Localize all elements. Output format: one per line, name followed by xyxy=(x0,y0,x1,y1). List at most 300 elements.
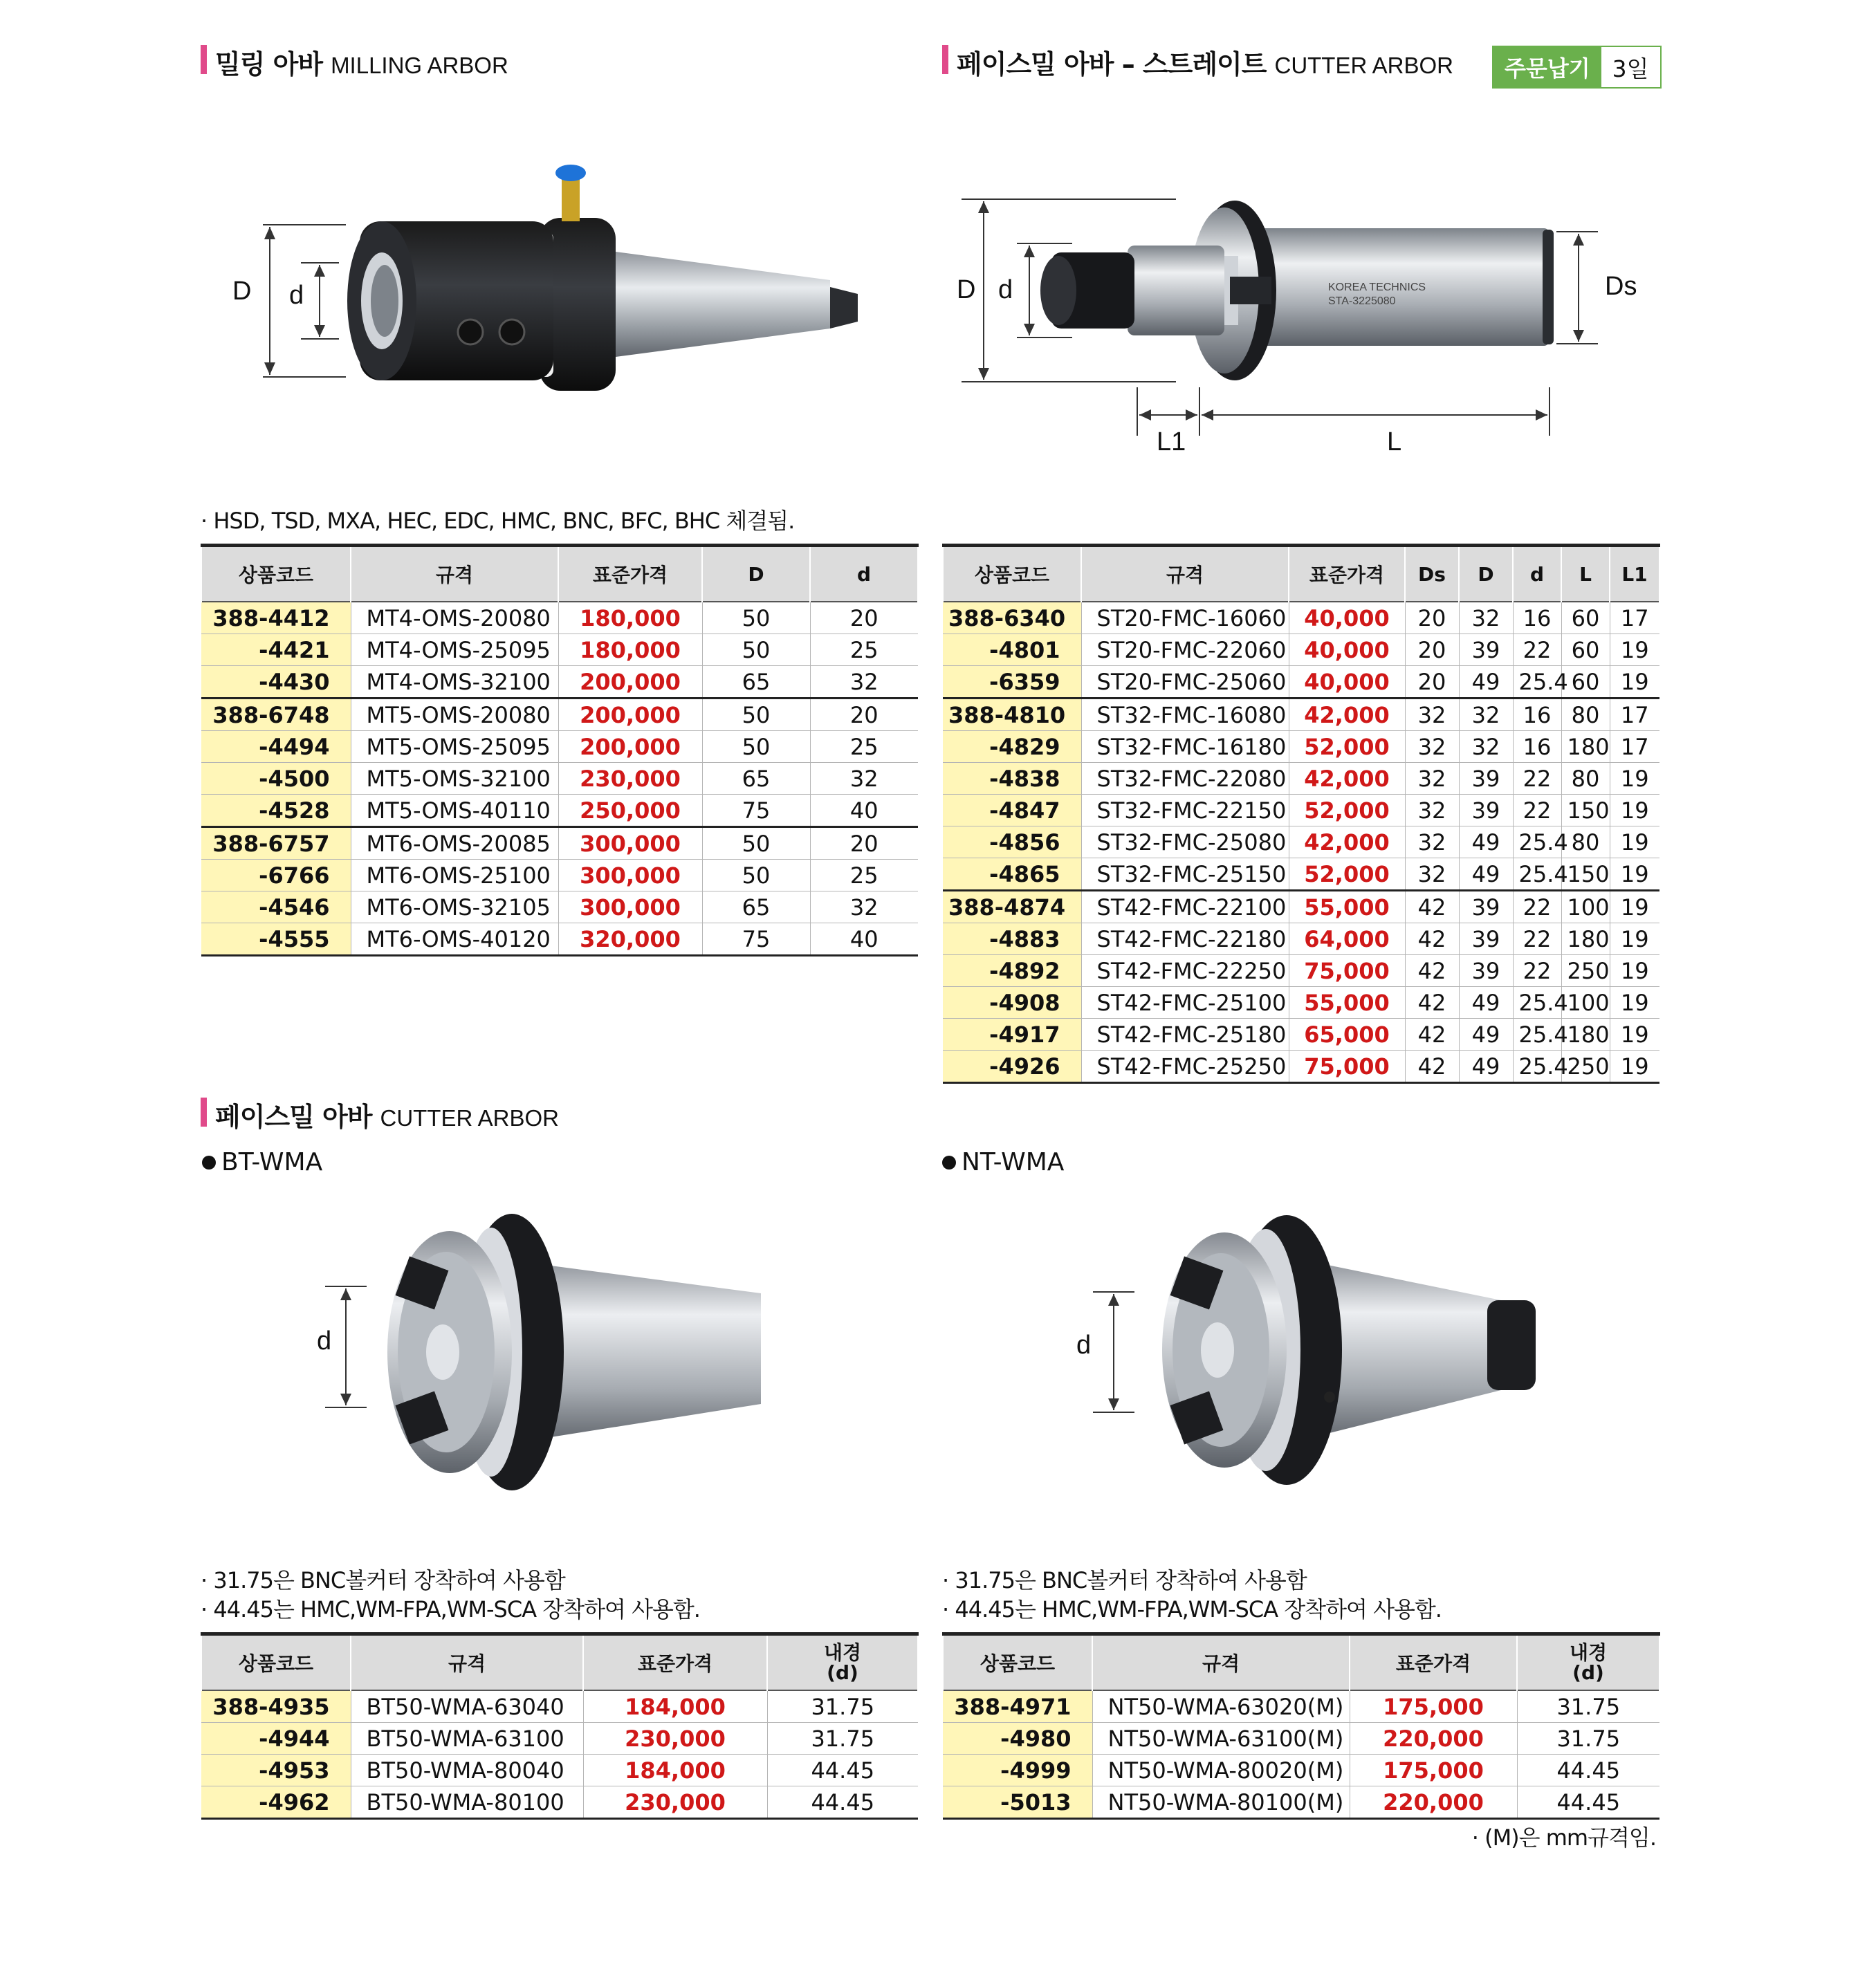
table-row xyxy=(201,731,918,763)
cell-num: 32 xyxy=(1459,602,1513,634)
cell-num: 25.4 xyxy=(1513,666,1561,699)
lead-time-value: 3일 xyxy=(1601,47,1660,87)
cell-code: -4421 xyxy=(201,634,351,666)
milling-price-table xyxy=(201,544,919,956)
table-row xyxy=(943,666,1659,699)
cell-num: 17 xyxy=(1610,699,1659,731)
cell-code: -4801 xyxy=(943,634,1081,666)
cell-num: 150 xyxy=(1561,858,1610,891)
col-header-Ds: Ds xyxy=(1405,546,1459,602)
cell-num: 31.75 xyxy=(1517,1690,1659,1723)
cell-price: 52,000 xyxy=(1289,731,1405,763)
table-row xyxy=(943,1690,1659,1723)
cell-num: 65 xyxy=(702,763,810,795)
table-row xyxy=(943,1755,1659,1786)
cell-num: 19 xyxy=(1610,666,1659,699)
cell-code: -4838 xyxy=(943,763,1081,795)
cell-code: -4962 xyxy=(201,1786,351,1819)
cell-price: 220,000 xyxy=(1350,1723,1517,1755)
cell-num: 20 xyxy=(1405,634,1459,666)
cell-spec: ST42-FMC-25250 xyxy=(1081,1051,1289,1083)
table-row xyxy=(943,1019,1659,1051)
dim-d: d xyxy=(289,281,304,310)
cell-code: 388-6757 xyxy=(201,827,351,860)
cell-num: 20 xyxy=(810,602,918,634)
cell-num: 32 xyxy=(810,666,918,699)
cell-num: 25 xyxy=(810,634,918,666)
table-row xyxy=(201,602,918,634)
cell-num: 25 xyxy=(810,860,918,891)
cell-num: 40 xyxy=(810,923,918,956)
cell-num: 180 xyxy=(1561,731,1610,763)
dim-d: d xyxy=(317,1327,332,1356)
cell-spec: BT50-WMA-80040 xyxy=(351,1755,583,1786)
cell-num: 49 xyxy=(1459,666,1513,699)
cell-num: 20 xyxy=(810,827,918,860)
cell-num: 25.4 xyxy=(1513,1051,1561,1083)
cell-spec: BT50-WMA-63100 xyxy=(351,1723,583,1755)
cell-code: -4494 xyxy=(201,731,351,763)
cell-price: 200,000 xyxy=(558,731,702,763)
col-header-code: 상품코드 xyxy=(201,546,351,602)
cell-price: 175,000 xyxy=(1350,1755,1517,1786)
table-row xyxy=(943,795,1659,826)
nt-wma-price-table xyxy=(942,1632,1660,1820)
cell-code: 388-6340 xyxy=(943,602,1081,634)
cell-num: 19 xyxy=(1610,1019,1659,1051)
table-row xyxy=(201,699,918,731)
nt-wma-text: NT-WMA xyxy=(962,1148,1065,1176)
col-header-d: d xyxy=(1513,546,1561,602)
cell-spec: ST32-FMC-22080 xyxy=(1081,763,1289,795)
cell-spec: NT50-WMA-63100(M) xyxy=(1092,1723,1350,1755)
cell-price: 40,000 xyxy=(1289,666,1405,699)
bt-wma-label xyxy=(202,1148,322,1176)
straight-price-table xyxy=(942,544,1660,1084)
cell-num: 39 xyxy=(1459,955,1513,987)
col-header-code: 상품코드 xyxy=(943,546,1081,602)
cell-num: 32 xyxy=(1459,699,1513,731)
cell-num: 25.4 xyxy=(1513,987,1561,1019)
table-row xyxy=(201,795,918,827)
cell-num: 25.4 xyxy=(1513,858,1561,891)
cell-num: 150 xyxy=(1561,795,1610,826)
cell-num: 40 xyxy=(810,795,918,827)
cell-num: 44.45 xyxy=(1517,1786,1659,1819)
cell-num: 75 xyxy=(702,795,810,827)
cell-code: -4999 xyxy=(943,1755,1092,1786)
col-header-price: 표준가격 xyxy=(1350,1634,1517,1691)
milling-title-en: MILLING ARBOR xyxy=(331,53,508,78)
cell-code: -5013 xyxy=(943,1786,1092,1819)
cell-num: 75 xyxy=(702,923,810,956)
cell-num: 49 xyxy=(1459,858,1513,891)
cell-spec: ST42-FMC-25100 xyxy=(1081,987,1289,1019)
cell-code: 388-4971 xyxy=(943,1690,1092,1723)
cell-num: 16 xyxy=(1513,699,1561,731)
facemill-title xyxy=(201,1096,560,1132)
cell-spec: NT50-WMA-63020(M) xyxy=(1092,1690,1350,1723)
cell-num: 60 xyxy=(1561,602,1610,634)
cell-spec: MT4-OMS-20080 xyxy=(351,602,558,634)
cell-spec: ST32-FMC-16080 xyxy=(1081,699,1289,731)
table-row xyxy=(201,763,918,795)
cell-num: 19 xyxy=(1610,987,1659,1019)
table-row xyxy=(201,634,918,666)
cell-spec: BT50-WMA-80100 xyxy=(351,1786,583,1819)
cell-price: 184,000 xyxy=(583,1690,767,1723)
dim-d: d xyxy=(1076,1331,1092,1360)
cell-num: 22 xyxy=(1513,763,1561,795)
cell-price: 75,000 xyxy=(1289,955,1405,987)
table-row xyxy=(943,699,1659,731)
cell-num: 50 xyxy=(702,634,810,666)
cell-spec: MT6-OMS-20085 xyxy=(351,827,558,860)
nt-wma-label xyxy=(942,1148,1064,1176)
cell-num: 100 xyxy=(1561,987,1610,1019)
cell-code: -4847 xyxy=(943,795,1081,826)
title-accent-bar xyxy=(201,45,207,74)
cell-num: 19 xyxy=(1610,1051,1659,1083)
title-accent-bar xyxy=(201,1098,207,1127)
table-row xyxy=(943,763,1659,795)
table-row xyxy=(201,891,918,923)
cell-spec: MT6-OMS-40120 xyxy=(351,923,558,956)
cell-num: 180 xyxy=(1561,923,1610,955)
cell-code: 388-6748 xyxy=(201,699,351,731)
col-header-bore: 내경 (d) xyxy=(1517,1634,1659,1691)
cell-num: 65 xyxy=(702,666,810,699)
cell-price: 64,000 xyxy=(1289,923,1405,955)
cell-price: 42,000 xyxy=(1289,763,1405,795)
bt-wma-text: BT-WMA xyxy=(221,1148,323,1176)
cell-code: -4856 xyxy=(943,826,1081,858)
cell-num: 39 xyxy=(1459,634,1513,666)
table-row xyxy=(943,602,1659,634)
engraving-text-2: STA-3225080 xyxy=(1328,295,1396,307)
cell-num: 32 xyxy=(1405,699,1459,731)
straight-arbor-image xyxy=(955,180,1605,456)
table-row xyxy=(943,1723,1659,1755)
lead-time-label: 주문납기 xyxy=(1493,47,1601,87)
cell-price: 300,000 xyxy=(558,827,702,860)
cell-price: 300,000 xyxy=(558,860,702,891)
table-row xyxy=(943,858,1659,891)
dim-D: D xyxy=(957,275,976,304)
mm-footnote: · (M)은 mm규격임. xyxy=(1471,1824,1656,1851)
cell-num: 22 xyxy=(1513,795,1561,826)
col-header-spec: 규격 xyxy=(351,546,558,602)
cell-price: 180,000 xyxy=(558,634,702,666)
cell-num: 19 xyxy=(1610,923,1659,955)
milling-note: · HSD, TSD, MXA, HEC, EDC, HMC, BNC, BFC, BHC 체결됨. xyxy=(201,508,795,534)
cell-code: -4883 xyxy=(943,923,1081,955)
cell-num: 44.45 xyxy=(767,1755,918,1786)
cell-num: 20 xyxy=(810,699,918,731)
cell-num: 19 xyxy=(1610,634,1659,666)
bt-note-1: · 31.75은 BNC볼커터 장착하여 사용함 xyxy=(201,1567,565,1593)
cell-price: 320,000 xyxy=(558,923,702,956)
cell-num: 250 xyxy=(1561,1051,1610,1083)
dim-L1: L1 xyxy=(1157,427,1186,456)
table-row xyxy=(201,860,918,891)
cell-num: 39 xyxy=(1459,795,1513,826)
table-row xyxy=(201,923,918,956)
cell-price: 65,000 xyxy=(1289,1019,1405,1051)
cell-spec: MT5-OMS-32100 xyxy=(351,763,558,795)
cell-price: 220,000 xyxy=(1350,1786,1517,1819)
cell-num: 32 xyxy=(1459,731,1513,763)
cell-spec: NT50-WMA-80100(M) xyxy=(1092,1786,1350,1819)
cell-num: 44.45 xyxy=(767,1786,918,1819)
table-row xyxy=(943,826,1659,858)
table-row xyxy=(201,1690,918,1723)
cell-price: 40,000 xyxy=(1289,634,1405,666)
cell-num: 25 xyxy=(810,731,918,763)
milling-title xyxy=(201,43,508,80)
cell-num: 60 xyxy=(1561,634,1610,666)
cell-code: -4980 xyxy=(943,1723,1092,1755)
bt-wma-image xyxy=(304,1196,802,1494)
cell-num: 44.45 xyxy=(1517,1755,1659,1786)
cell-price: 180,000 xyxy=(558,602,702,634)
cell-num: 32 xyxy=(1405,795,1459,826)
cell-num: 32 xyxy=(1405,858,1459,891)
cell-code: 388-4810 xyxy=(943,699,1081,731)
cell-code: -4953 xyxy=(201,1755,351,1786)
dim-D: D xyxy=(232,277,252,306)
cell-spec: ST32-FMC-25150 xyxy=(1081,858,1289,891)
cell-num: 50 xyxy=(702,731,810,763)
cell-num: 31.75 xyxy=(767,1690,918,1723)
cell-spec: MT4-OMS-32100 xyxy=(351,666,558,699)
col-header-L: L xyxy=(1561,546,1610,602)
col-header-code: 상품코드 xyxy=(201,1634,351,1691)
cell-code: -4865 xyxy=(943,858,1081,891)
nt-wma-image xyxy=(1058,1196,1584,1494)
cell-code: -4528 xyxy=(201,795,351,827)
cell-num: 42 xyxy=(1405,955,1459,987)
dim-d: d xyxy=(998,275,1013,304)
col-header-spec: 규격 xyxy=(1092,1634,1350,1691)
cell-num: 17 xyxy=(1610,731,1659,763)
cell-code: -4892 xyxy=(943,955,1081,987)
cell-num: 39 xyxy=(1459,891,1513,923)
cell-price: 55,000 xyxy=(1289,891,1405,923)
table-row xyxy=(201,666,918,699)
cell-price: 75,000 xyxy=(1289,1051,1405,1083)
table-row xyxy=(201,827,918,860)
cell-num: 19 xyxy=(1610,795,1659,826)
title-accent-bar xyxy=(942,45,948,74)
cell-num: 16 xyxy=(1513,602,1561,634)
cell-spec: ST42-FMC-22250 xyxy=(1081,955,1289,987)
cell-code: 388-4935 xyxy=(201,1690,351,1723)
cell-num: 32 xyxy=(1405,731,1459,763)
cell-num: 19 xyxy=(1610,955,1659,987)
cell-code: -4944 xyxy=(201,1723,351,1755)
cell-code: -4546 xyxy=(201,891,351,923)
table-row xyxy=(201,1755,918,1786)
cell-num: 19 xyxy=(1610,826,1659,858)
cell-spec: ST20-FMC-25060 xyxy=(1081,666,1289,699)
engraving-text-1: KOREA TECHNICS xyxy=(1328,281,1426,293)
table-row xyxy=(943,731,1659,763)
cell-price: 200,000 xyxy=(558,666,702,699)
bullet-icon xyxy=(942,1156,956,1170)
cell-num: 250 xyxy=(1561,955,1610,987)
cell-price: 52,000 xyxy=(1289,858,1405,891)
cell-num: 50 xyxy=(702,827,810,860)
milling-title-ko: 밀링 아바 xyxy=(215,49,323,80)
cell-num: 22 xyxy=(1513,634,1561,666)
col-header-d: d xyxy=(810,546,918,602)
col-header-L1: L1 xyxy=(1610,546,1659,602)
cell-price: 52,000 xyxy=(1289,795,1405,826)
cell-num: 32 xyxy=(810,891,918,923)
cell-spec: NT50-WMA-80020(M) xyxy=(1092,1755,1350,1786)
col-header-D: D xyxy=(702,546,810,602)
cell-num: 19 xyxy=(1610,858,1659,891)
cell-num: 20 xyxy=(1405,666,1459,699)
cell-spec: ST32-FMC-22150 xyxy=(1081,795,1289,826)
straight-title-en: CUTTER ARBOR xyxy=(1274,53,1454,78)
nt-note-2: · 44.45는 HMC,WM-FPA,WM-SCA 장착하여 사용함. xyxy=(942,1596,1442,1623)
cell-spec: BT50-WMA-63040 xyxy=(351,1690,583,1723)
col-header-price: 표준가격 xyxy=(558,546,702,602)
cell-num: 100 xyxy=(1561,891,1610,923)
milling-arbor-image xyxy=(221,152,885,429)
table-row xyxy=(943,923,1659,955)
cell-num: 19 xyxy=(1610,763,1659,795)
bullet-icon xyxy=(202,1156,216,1170)
col-header-price: 표준가격 xyxy=(583,1634,767,1691)
straight-title xyxy=(942,43,1454,80)
nt-note-1: · 31.75은 BNC볼커터 장착하여 사용함 xyxy=(942,1567,1307,1593)
cell-num: 22 xyxy=(1513,955,1561,987)
cell-code: -4500 xyxy=(201,763,351,795)
cell-spec: MT5-OMS-20080 xyxy=(351,699,558,731)
cell-num: 50 xyxy=(702,602,810,634)
cell-spec: ST20-FMC-22060 xyxy=(1081,634,1289,666)
cell-code: -4555 xyxy=(201,923,351,956)
cell-num: 39 xyxy=(1459,923,1513,955)
cell-num: 80 xyxy=(1561,763,1610,795)
cell-num: 39 xyxy=(1459,763,1513,795)
cell-code: -4926 xyxy=(943,1051,1081,1083)
cell-num: 16 xyxy=(1513,731,1561,763)
cell-num: 60 xyxy=(1561,666,1610,699)
table-row xyxy=(943,1786,1659,1819)
bt-wma-price-table xyxy=(201,1632,919,1820)
cell-code: -6359 xyxy=(943,666,1081,699)
cell-num: 32 xyxy=(1405,826,1459,858)
cell-spec: MT5-OMS-40110 xyxy=(351,795,558,827)
cell-num: 25.4 xyxy=(1513,1019,1561,1051)
cell-price: 230,000 xyxy=(558,763,702,795)
cell-num: 80 xyxy=(1561,699,1610,731)
cell-num: 25.4 xyxy=(1513,826,1561,858)
bt-note-2: · 44.45는 HMC,WM-FPA,WM-SCA 장착하여 사용함. xyxy=(201,1596,700,1623)
cell-num: 42 xyxy=(1405,1019,1459,1051)
table-row xyxy=(943,634,1659,666)
cell-num: 180 xyxy=(1561,1019,1610,1051)
cell-num: 19 xyxy=(1610,891,1659,923)
cell-num: 65 xyxy=(702,891,810,923)
cell-num: 31.75 xyxy=(767,1723,918,1755)
cell-num: 42 xyxy=(1405,891,1459,923)
col-header-price: 표준가격 xyxy=(1289,546,1405,602)
dim-L: L xyxy=(1387,427,1402,456)
cell-num: 49 xyxy=(1459,1019,1513,1051)
table-row xyxy=(943,987,1659,1019)
cell-price: 250,000 xyxy=(558,795,702,827)
cell-num: 17 xyxy=(1610,602,1659,634)
facemill-title-en: CUTTER ARBOR xyxy=(380,1105,560,1131)
cell-spec: ST42-FMC-22180 xyxy=(1081,923,1289,955)
table-row xyxy=(201,1786,918,1819)
cell-spec: MT6-OMS-32105 xyxy=(351,891,558,923)
table-row xyxy=(943,1051,1659,1083)
cell-num: 50 xyxy=(702,699,810,731)
table-row xyxy=(943,955,1659,987)
cell-num: 22 xyxy=(1513,923,1561,955)
col-header-spec: 규격 xyxy=(1081,546,1289,602)
cell-num: 49 xyxy=(1459,1051,1513,1083)
cell-price: 42,000 xyxy=(1289,699,1405,731)
cell-spec: MT5-OMS-25095 xyxy=(351,731,558,763)
table-row xyxy=(943,891,1659,923)
cell-code: -4908 xyxy=(943,987,1081,1019)
cell-price: 200,000 xyxy=(558,699,702,731)
cell-price: 42,000 xyxy=(1289,826,1405,858)
cell-code: -6766 xyxy=(201,860,351,891)
cell-price: 230,000 xyxy=(583,1723,767,1755)
dim-Ds: Ds xyxy=(1605,272,1637,301)
cell-code: 388-4874 xyxy=(943,891,1081,923)
cell-spec: MT6-OMS-25100 xyxy=(351,860,558,891)
cell-num: 22 xyxy=(1513,891,1561,923)
cell-spec: ST42-FMC-25180 xyxy=(1081,1019,1289,1051)
cell-num: 20 xyxy=(1405,602,1459,634)
cell-price: 175,000 xyxy=(1350,1690,1517,1723)
cell-num: 42 xyxy=(1405,987,1459,1019)
cell-code: 388-4412 xyxy=(201,602,351,634)
cell-price: 40,000 xyxy=(1289,602,1405,634)
cell-code: -4829 xyxy=(943,731,1081,763)
cell-code: -4917 xyxy=(943,1019,1081,1051)
cell-num: 42 xyxy=(1405,923,1459,955)
cell-code: -4430 xyxy=(201,666,351,699)
cell-spec: ST20-FMC-16060 xyxy=(1081,602,1289,634)
cell-price: 300,000 xyxy=(558,891,702,923)
cell-spec: MT4-OMS-25095 xyxy=(351,634,558,666)
cell-price: 55,000 xyxy=(1289,987,1405,1019)
cell-spec: ST32-FMC-16180 xyxy=(1081,731,1289,763)
cell-num: 32 xyxy=(810,763,918,795)
table-row xyxy=(201,1723,918,1755)
cell-num: 42 xyxy=(1405,1051,1459,1083)
cell-num: 32 xyxy=(1405,763,1459,795)
col-header-D: D xyxy=(1459,546,1513,602)
cell-spec: ST32-FMC-25080 xyxy=(1081,826,1289,858)
cell-spec: ST42-FMC-22100 xyxy=(1081,891,1289,923)
straight-title-ko: 페이스밀 아바 – 스트레이트 xyxy=(957,49,1267,80)
cell-num: 50 xyxy=(702,860,810,891)
col-header-code: 상품코드 xyxy=(943,1634,1092,1691)
cell-num: 49 xyxy=(1459,987,1513,1019)
cell-price: 184,000 xyxy=(583,1755,767,1786)
